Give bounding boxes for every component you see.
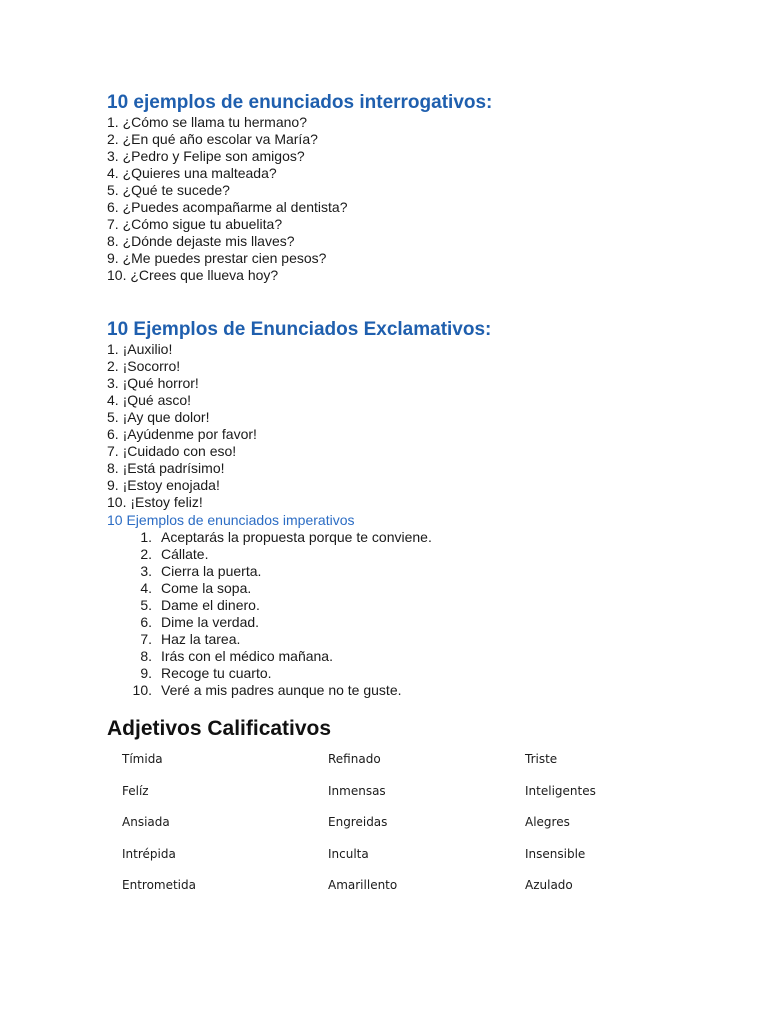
list-item: 5. ¿Qué te sucede? — [107, 182, 230, 198]
item-number: 7. — [140, 631, 152, 647]
imperativos-list — [107, 529, 432, 699]
table-cell: Ansiada — [122, 815, 170, 830]
list-item: 8. ¿Dónde dejaste mis llaves? — [107, 233, 295, 249]
item-number: 1. — [140, 529, 152, 545]
table-cell: Felíz — [122, 783, 149, 798]
adjetivos-title: Adjetivos Calificativos — [107, 717, 332, 740]
list-item: 9. ¿Me puedes prestar cien pesos? — [107, 250, 327, 266]
item-number: 10. — [132, 682, 152, 698]
list-item: 1. ¿Cómo se llama tu hermano? — [107, 114, 307, 130]
list-item — [107, 580, 432, 597]
list-item: 4. ¡Qué asco! — [107, 392, 192, 408]
table-cell: Inteligentes — [525, 783, 596, 798]
item-number: 3. — [140, 563, 152, 579]
item-text: Cierra la puerta. — [161, 563, 262, 579]
item-text: Veré a mis padres aunque no te guste. — [161, 682, 402, 698]
list-item: 1. ¡Auxilio! — [107, 341, 173, 357]
adjetivos-section — [107, 716, 596, 893]
item-number: 9. — [140, 665, 152, 681]
item-text: Dame el dinero. — [161, 597, 260, 613]
table-cell: Insensible — [525, 846, 586, 861]
exclamativos-title: 10 Ejemplos de Enunciados Exclamativos: — [107, 319, 492, 340]
list-item — [107, 546, 432, 563]
exclamativos-section — [107, 319, 491, 511]
list-item: 2. ¡Socorro! — [107, 358, 181, 374]
list-item: 8. ¡Está padrísimo! — [107, 460, 225, 476]
list-item: 3. ¡Qué horror! — [107, 375, 199, 391]
item-text: Haz la tarea. — [161, 631, 241, 647]
table-cell: Refinado — [328, 752, 381, 766]
list-item: 6. ¡Ayúdenme por favor! — [107, 426, 257, 442]
list-item: 7. ¡Cuidado con eso! — [107, 443, 237, 459]
item-text: Recoge tu cuarto. — [161, 665, 272, 681]
item-text: Dime la verdad. — [161, 614, 260, 630]
table-cell: Inculta — [328, 846, 369, 861]
imperativos-section — [107, 512, 432, 699]
list-item — [107, 682, 432, 699]
list-item — [107, 614, 432, 631]
list-item: 5. ¡Ay que dolor! — [107, 409, 210, 425]
table-cell: Amarillento — [328, 878, 398, 893]
interrogativos-section — [107, 92, 492, 284]
list-item — [107, 563, 432, 580]
table-cell: Intrépida — [122, 846, 176, 861]
list-item — [107, 529, 432, 546]
list-item: 3. ¿Pedro y Felipe son amigos? — [107, 148, 305, 164]
item-text: Aceptarás la propuesta porque te conviene. — [161, 529, 432, 545]
adjetivos-table — [122, 752, 725, 910]
item-text: Come la sopa. — [161, 580, 252, 596]
list-item: 2. ¿En qué año escolar va María? — [107, 131, 318, 147]
list-item — [107, 665, 432, 682]
list-item: 4. ¿Quieres una malteada? — [107, 165, 277, 181]
list-item: 6. ¿Puedes acompañarme al dentista? — [107, 199, 348, 215]
item-number: 4. — [140, 580, 152, 596]
list-item — [107, 597, 432, 614]
table-cell: Tímida — [122, 752, 163, 766]
list-item: 7. ¿Cómo sigue tu abuelita? — [107, 216, 283, 232]
item-text: Irás con el médico mañana. — [161, 648, 333, 664]
list-item: 10. ¡Estoy feliz! — [107, 494, 203, 510]
list-item — [107, 648, 432, 665]
table-cell: Engreidas — [328, 815, 388, 830]
item-number: 6. — [140, 614, 152, 630]
list-item: 10. ¿Crees que llueva hoy? — [107, 267, 279, 283]
item-text: Cállate. — [161, 546, 209, 562]
interrogativos-list — [107, 114, 492, 284]
table-cell: Entrometida — [122, 878, 196, 893]
list-item: 9. ¡Estoy enojada! — [107, 477, 220, 493]
item-number: 5. — [140, 597, 152, 613]
exclamativos-list — [107, 341, 491, 511]
item-number: 8. — [140, 648, 152, 664]
interrogativos-title: 10 ejemplos de enunciados interrogativos: — [107, 92, 493, 113]
table-cell: Azulado — [525, 878, 573, 893]
item-number: 2. — [140, 546, 152, 562]
imperativos-title: 10 Ejemplos de enunciados imperativos — [107, 512, 355, 528]
table-cell: Alegres — [525, 815, 570, 830]
table-cell: Triste — [525, 752, 558, 766]
table-cell: Inmensas — [328, 783, 386, 798]
list-item — [107, 631, 432, 648]
